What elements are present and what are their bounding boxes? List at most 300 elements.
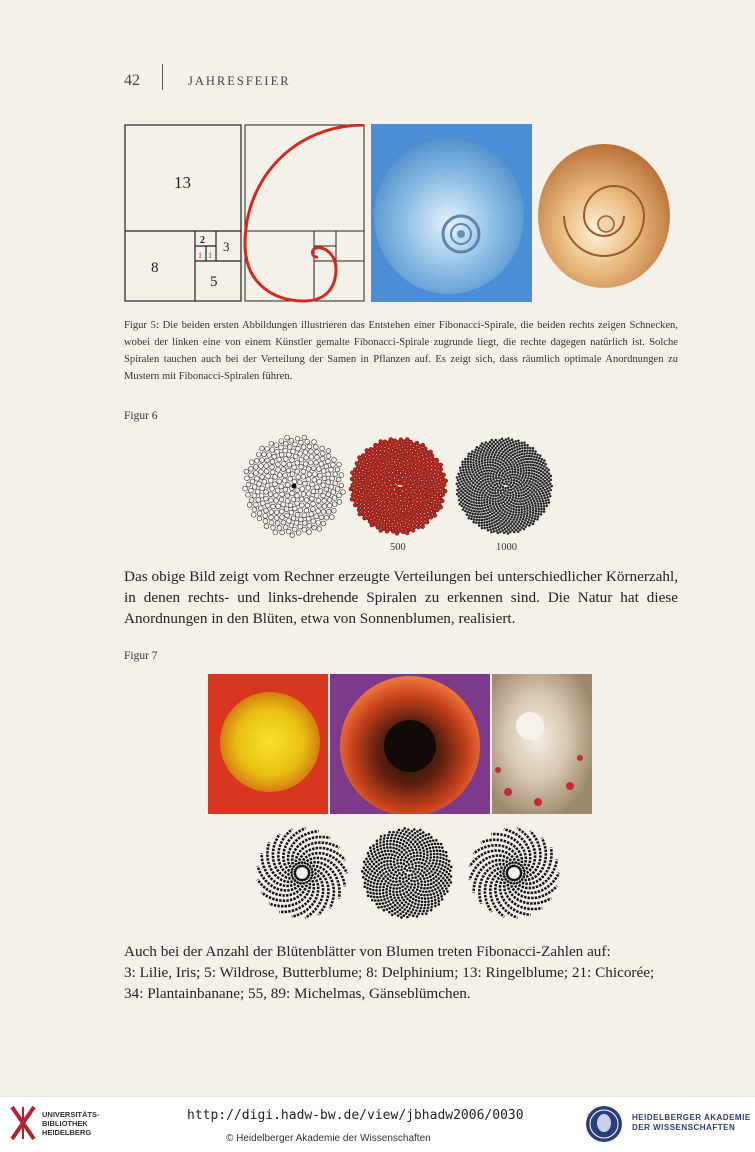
seed-dot: [370, 523, 374, 527]
seed-dot: [429, 893, 432, 896]
seed-dot: [409, 496, 413, 500]
seed-dot: [472, 464, 475, 467]
seed-dot: [486, 503, 489, 506]
seed-dot: [431, 900, 434, 903]
seed-dot: [363, 872, 366, 875]
seed-dot: [411, 834, 414, 837]
seed-dot: [491, 492, 494, 495]
seed-dot: [415, 865, 418, 868]
seed-dot: [381, 459, 385, 463]
seed-dot: [252, 493, 257, 498]
seed-dot: [369, 511, 373, 515]
seed-dot: [386, 860, 389, 863]
seed-dot: [476, 481, 479, 484]
seed-dot: [480, 481, 483, 484]
seed-dot: [408, 913, 411, 916]
seed-dot: [380, 906, 383, 909]
seed-dot: [521, 500, 524, 503]
seed-dot: [420, 883, 423, 886]
seed-dot: [251, 512, 256, 517]
seed-dot: [411, 849, 414, 852]
seed-dot: [499, 489, 502, 492]
seed-dot: [414, 876, 417, 879]
seed-dot: [430, 454, 434, 458]
seed-dot: [369, 846, 372, 849]
seed-dot: [403, 914, 406, 917]
seed-dot: [507, 466, 510, 469]
seed-dot: [529, 452, 532, 455]
seed-dot: [259, 493, 264, 498]
seed-dot: [374, 899, 377, 902]
seed-dot: [489, 488, 492, 491]
seed-dot: [397, 897, 400, 900]
seed-dot: [488, 451, 491, 454]
seed-dot: [491, 525, 494, 528]
seed-dot: [433, 856, 436, 859]
seed-dot: [363, 867, 366, 870]
seed-dot: [511, 461, 514, 464]
seed-dot: [295, 436, 300, 441]
seed-dot: [494, 500, 497, 503]
seed-dot: [437, 886, 440, 889]
seed-dot: [397, 869, 400, 872]
seed-dot: [307, 523, 312, 528]
seed-dot: [373, 847, 376, 850]
seed-dot: [381, 447, 385, 451]
seed-dot: [385, 891, 388, 894]
seed-dot: [368, 855, 371, 858]
seed-dot: [515, 476, 518, 479]
seed-dot: [431, 843, 434, 846]
seed-dot: [332, 496, 337, 501]
seed-dot: [461, 461, 464, 464]
seed-dot: [521, 520, 524, 523]
seed-dot: [481, 465, 484, 468]
seed-dot: [533, 461, 536, 464]
seed-dot: [390, 898, 393, 901]
square-8: 8: [151, 260, 159, 276]
seed-dot: [372, 462, 376, 466]
seed-dot: [417, 882, 420, 885]
seed-dot: [508, 503, 511, 506]
seed-dot: [274, 443, 279, 448]
seed-dot: [544, 480, 547, 483]
seed-dot: [282, 478, 287, 483]
seed-dot: [537, 486, 540, 489]
seed-dot: [485, 445, 488, 448]
seed-dot: [528, 466, 531, 469]
seed-dot: [483, 521, 486, 524]
seed-dot: [476, 473, 479, 476]
seed-dot: [382, 854, 385, 857]
seed-dot: [392, 893, 395, 896]
seed-dot: [405, 494, 409, 498]
seed-dot: [486, 501, 489, 504]
seed-dot: [290, 533, 295, 538]
seed-dot: [498, 452, 501, 455]
seed-dot: [396, 874, 399, 877]
seed-dot: [479, 491, 482, 494]
seed-dot: [501, 444, 504, 447]
seed-dot: [426, 841, 429, 844]
seed-dot: [502, 479, 505, 482]
seed-dot: [403, 867, 406, 870]
seed-dot: [296, 531, 301, 536]
seed-dot: [417, 518, 421, 522]
seed-dot: [546, 496, 549, 499]
seed-dot: [376, 849, 379, 852]
seed-dot: [385, 498, 389, 502]
seed-dot: [515, 503, 518, 506]
seed-dot: [490, 507, 493, 510]
seed-dot: [315, 455, 320, 460]
seed-dot: [307, 530, 312, 535]
seed-dot: [531, 491, 534, 494]
seed-dot: [491, 453, 494, 456]
seed-dot: [428, 872, 431, 875]
seed-dot: [444, 885, 447, 888]
seed-dot: [517, 440, 520, 443]
seed-dot: [494, 489, 497, 492]
seed-dot: [478, 524, 481, 527]
seed-dot: [373, 896, 376, 899]
seed-dot: [546, 488, 549, 491]
seed-dot: [472, 473, 475, 476]
seed-dot: [369, 455, 373, 459]
seed-dot: [373, 850, 376, 853]
seed-dot: [542, 500, 545, 503]
seed-dot: [512, 493, 515, 496]
seed-dot: [385, 448, 389, 452]
seed-dot: [520, 523, 523, 526]
seed-dot: [412, 464, 416, 468]
seed-dot: [403, 859, 406, 862]
seed-dot: [500, 507, 503, 510]
seed-dot: [426, 887, 429, 890]
seed-dot: [311, 466, 316, 471]
seed-dot: [512, 441, 514, 444]
seed-dot: [463, 485, 466, 488]
seed-dot: [487, 456, 490, 459]
seed-dot: [361, 454, 365, 458]
seed-dot: [537, 510, 540, 513]
seed-dot: [376, 525, 380, 529]
seed-dot: [527, 488, 530, 491]
seed-dot: [479, 445, 482, 448]
seed-dot: [500, 458, 503, 461]
seed-dot: [473, 495, 476, 498]
seed-dot: [486, 521, 489, 524]
seed-dot: [516, 451, 519, 454]
square-13: 13: [174, 173, 191, 192]
seed-dot: [373, 450, 377, 454]
seed-dot: [515, 525, 518, 528]
seed-dot: [399, 883, 402, 886]
seed-dot: [506, 455, 509, 458]
seed-dot: [488, 514, 491, 517]
figure6-label: Figur 6: [124, 410, 158, 422]
seed-dot: [332, 457, 337, 462]
seed-dot: [499, 455, 502, 458]
seed-dot: [421, 869, 424, 872]
seed-dot: [377, 852, 380, 855]
seed-dot: [393, 864, 396, 867]
seed-dot: [353, 503, 357, 507]
seed-dot: [427, 900, 430, 903]
seed-dot: [459, 484, 462, 487]
seed-dot: [379, 896, 382, 899]
seed-dot: [406, 472, 410, 476]
seed-dot: [527, 477, 530, 480]
seed-dot: [431, 889, 434, 892]
seed-dot: [382, 895, 385, 898]
seed-dot: [389, 896, 392, 899]
seed-dot: [379, 844, 382, 847]
seed-dot: [293, 442, 298, 447]
seed-dot: [403, 827, 406, 830]
seed-dot: [269, 520, 274, 525]
seed-dot: [424, 884, 427, 887]
seed-dot: [302, 521, 307, 526]
seed-dot: [405, 464, 409, 468]
seed-dot: [377, 873, 380, 876]
seed-dot: [405, 498, 409, 502]
seed-dot: [467, 466, 470, 469]
seed-dot: [474, 483, 477, 486]
seed-dot: [370, 852, 373, 855]
seed-dot: [439, 884, 442, 887]
seed-dot: [547, 480, 550, 483]
seed-dot: [438, 882, 441, 885]
seed-dot: [482, 487, 485, 490]
seed-dot: [316, 498, 321, 503]
seed-dot: [361, 512, 365, 516]
seed-dot: [510, 489, 513, 492]
seed-dot: [465, 471, 468, 474]
seed-dot: [503, 460, 506, 463]
seed-dot: [376, 505, 380, 509]
seed-dot: [492, 528, 495, 531]
seed-dot: [374, 478, 378, 482]
seed-dot: [416, 879, 419, 882]
seed-dot: [369, 500, 373, 504]
seed-dot: [298, 524, 303, 529]
seed-dot: [377, 501, 381, 505]
seed-dot: [489, 497, 492, 500]
seed-dot: [396, 831, 399, 834]
seed-dot: [528, 486, 531, 489]
seed-dot: [489, 478, 492, 481]
seed-dot: [522, 467, 525, 470]
seed-dot: [534, 464, 537, 467]
seed-dot: [458, 499, 461, 502]
seed-dot: [490, 449, 493, 452]
seed-dot: [430, 473, 434, 477]
seed-dot: [444, 479, 448, 483]
seed-dot: [398, 872, 401, 875]
seed-dot: [391, 834, 394, 837]
seed-dot: [495, 517, 498, 520]
seed-dot: [496, 454, 499, 457]
seed-dot: [508, 468, 511, 471]
seed-dot: [371, 860, 374, 863]
seed-dot: [532, 523, 535, 526]
seed-dot: [480, 502, 483, 505]
seed-dot: [376, 896, 379, 899]
seed-dot: [488, 523, 491, 526]
seed-dot: [416, 462, 420, 466]
seed-dot: [372, 892, 375, 895]
seed-dot: [486, 526, 489, 529]
seed-dot: [277, 526, 282, 531]
seed-dot: [422, 506, 426, 510]
seed-dot: [445, 871, 448, 874]
seed-dot: [502, 472, 505, 475]
spiral-arms-right: [470, 828, 560, 918]
seed-dot: [288, 476, 293, 481]
seed-dot: [484, 464, 487, 467]
seed-dot: [310, 507, 315, 512]
seed-dot: [498, 467, 501, 470]
seed-dot: [366, 866, 369, 869]
seed-dot: [321, 493, 326, 498]
seed-dot: [515, 483, 518, 486]
seed-dot: [523, 508, 526, 511]
square-3: 3: [223, 239, 230, 254]
seed-dot: [494, 498, 497, 501]
seed-dot: [435, 891, 438, 894]
seed-dot: [470, 466, 473, 469]
seed-dot: [384, 502, 388, 506]
seed-dot: [417, 498, 421, 502]
seed-dot: [511, 450, 514, 453]
seed-dot: [295, 512, 300, 517]
seed-dot: [456, 483, 459, 486]
seed-dot: [494, 454, 497, 457]
seed-dot: [462, 508, 465, 511]
seed-dot: [412, 505, 416, 509]
seed-dot: [503, 513, 506, 516]
seed-dot: [522, 472, 525, 475]
seed-dot: [401, 836, 404, 839]
seed-dot: [410, 860, 413, 863]
seed-dot: [493, 521, 496, 524]
seed-dot: [403, 833, 406, 836]
seed-dot: [489, 464, 492, 467]
petal-line-1: Auch bei der Anzahl der Blütenblätter von Blumen treten Fibonacci-Zahlen auf:: [124, 943, 611, 960]
seed-dot: [477, 479, 480, 482]
seed-dot: [422, 859, 425, 862]
seed-dot: [510, 504, 513, 507]
seed-dot: [462, 466, 465, 469]
seed-dot: [526, 449, 529, 452]
seed-dot: [510, 445, 513, 448]
seed-dot: [542, 471, 545, 474]
seed-dot: [400, 859, 403, 862]
seed-dot: [386, 840, 389, 843]
seed-dot: [408, 850, 411, 853]
seed-dot: [428, 833, 431, 836]
seed-dot: [432, 462, 436, 466]
seed-dot: [478, 502, 481, 505]
seed-dot: [398, 845, 401, 848]
seed-dot: [519, 486, 522, 489]
seed-dot: [426, 894, 429, 897]
seed-dot: [370, 895, 373, 898]
seed-dot: [394, 871, 397, 874]
seed-dot: [400, 869, 403, 872]
seed-dot: [468, 508, 471, 511]
seed-dot: [508, 520, 511, 523]
seed-dot: [514, 500, 517, 503]
document-url-link[interactable]: http://digi.hadw-bw.de/view/jbhadw2006/0030: [187, 1108, 524, 1123]
seed-dot: [370, 849, 373, 852]
seed-dot: [419, 852, 422, 855]
seed-dot: [425, 912, 428, 915]
seed-dot: [529, 508, 532, 511]
seed-dot: [337, 500, 342, 505]
seed-dot: [421, 525, 425, 529]
seed-dot: [508, 457, 511, 460]
seed-dot: [249, 473, 254, 478]
seed-dot: [525, 489, 528, 492]
seed-dot: [473, 504, 476, 507]
seed-dot: [389, 903, 392, 906]
seed-dot: [393, 896, 396, 899]
seed-dot: [309, 512, 314, 517]
seed-dot: [400, 865, 403, 868]
seed-dot: [521, 526, 524, 529]
seed-dot: [426, 851, 429, 854]
seed-dot: [512, 518, 515, 521]
seed-dot: [401, 847, 404, 850]
seed-dot: [380, 851, 383, 854]
seed-dot: [410, 472, 414, 476]
seed-dot: [429, 886, 432, 889]
seed-dot: [545, 467, 548, 470]
seed-dot: [420, 904, 423, 907]
seed-dot: [384, 867, 387, 870]
seed-dot: [395, 531, 399, 535]
seed-dot: [499, 499, 502, 502]
seed-dot: [448, 873, 451, 876]
seed-dot: [374, 458, 378, 462]
seed-dot: [520, 492, 523, 495]
seed-dot: [504, 478, 507, 481]
seed-dot: [360, 504, 364, 508]
seed-dot: [466, 491, 469, 494]
seed-dot: [419, 855, 422, 858]
seed-dot: [516, 474, 519, 477]
seed-dot: [523, 483, 526, 486]
seed-dot: [519, 448, 522, 451]
seed-dot: [412, 870, 415, 873]
seed-dot: [457, 479, 460, 482]
seed-dot: [500, 441, 503, 444]
seed-dot: [528, 524, 531, 527]
seed-dot: [486, 449, 489, 452]
seed-dot: [476, 446, 479, 449]
seed-dot: [281, 520, 286, 525]
seed-dot: [528, 461, 531, 464]
seed-dot: [256, 498, 261, 503]
seed-dot: [544, 469, 547, 472]
seed-dot: [468, 452, 471, 455]
seed-dot: [495, 529, 498, 532]
seed-dot: [365, 501, 369, 505]
seed-dot: [402, 843, 405, 846]
seed-dot: [388, 502, 392, 506]
